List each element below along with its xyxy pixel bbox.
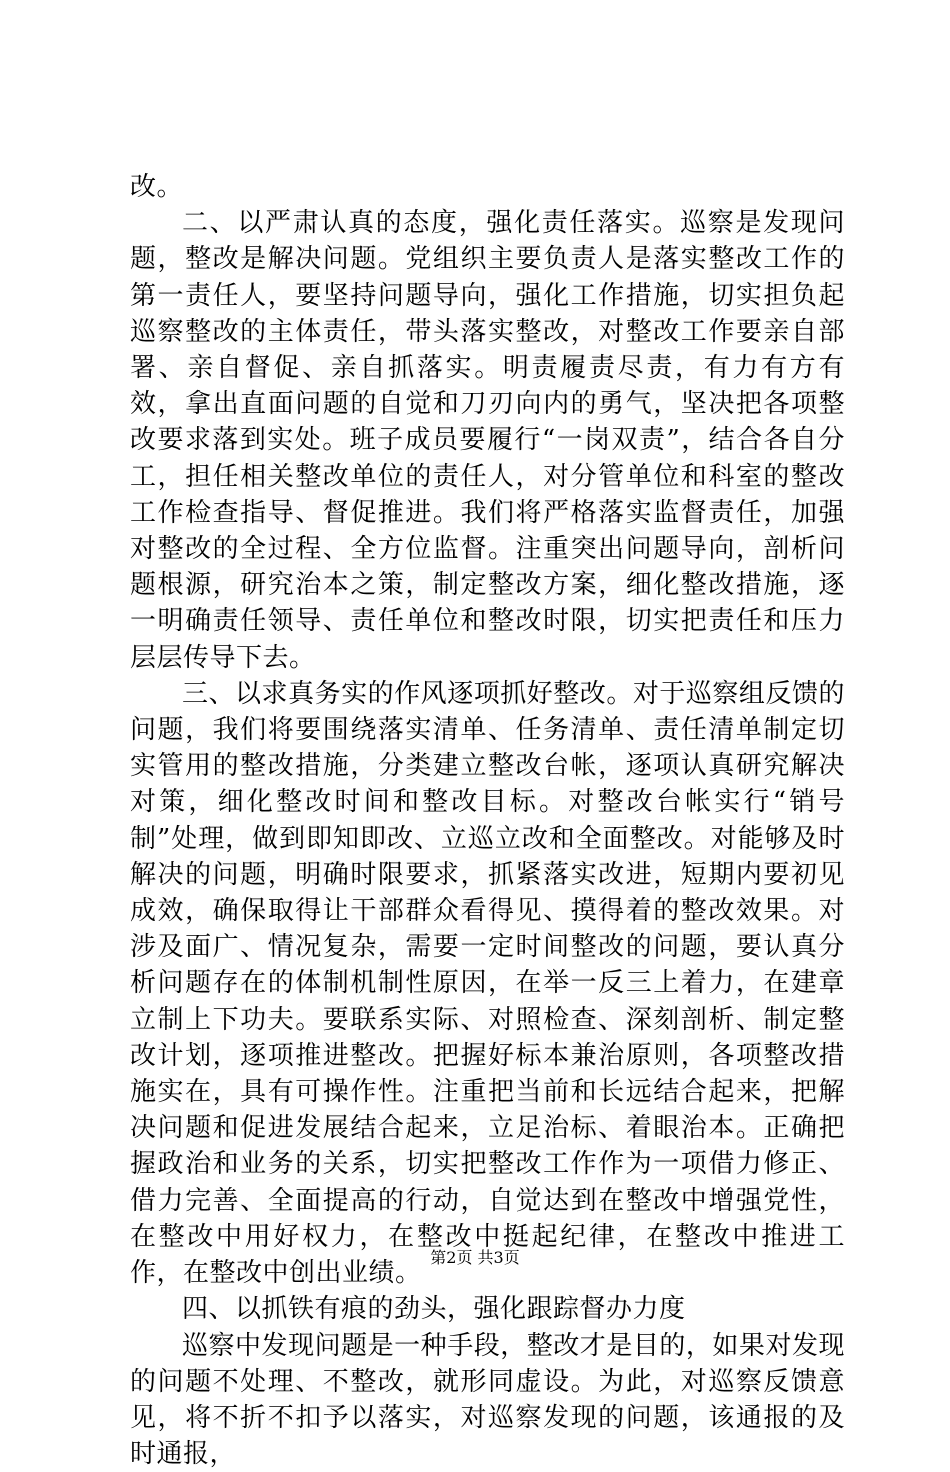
document-body xyxy=(130,169,845,1472)
paragraph-section-three: 三、以求真务实的作风逐项抓好整改。对于巡察组反馈的问题，我们将要围绕落实清单、任务清单、责任清单制定切实管用的整改措施，分类建立整改台帐，逐项认真研究解决对策，细化整改时间和整改目标。对整改台帐实行“销号制”处理，做到即知即改、立巡立改和全面整改。对能够及时解决的问题，明确时限要求，抓紧落实改进，短期内要初见成效，确保取得让干部群众看得见、摸得着的整改效果。对涉及面广、情况复杂，需要一定时间整改的问题，要认真分析问题存在的体制机制性原因，在举一反三上着力，在建章立制上下功夫。要联系实际、对照检查、深刻剖析、制定整改计划，逐项推进整改。把握好标本兼治原则，各项整改措施实在，具有可操作性。注重把当前和长远结合起来，把解决问题和促进发展结合起来，立足治标、着眼治本。正确把握政治和业务的关系，切实把整改工作作为一项借力修正、借力完善、全面提高的行动，自觉达到在整改中增强党性，在整改中用好权力，在整改中挺起纪律，在整改中推进工作，在整改中创出业绩。 xyxy=(130,676,845,1291)
paragraph-section-four-body: 巡察中发现问题是一种手段，整改才是目的，如果对发现的问题不处理、不整改，就形同虚设。为此，对巡察反馈意见，将不折不扣予以落实，对巡察发现的问题，该通报的及时通报， xyxy=(130,1328,845,1472)
paragraph-section-two: 二、以严肃认真的态度，强化责任落实。巡察是发现问题，整改是解决问题。党组织主要负责人是落实整改工作的第一责任人，要坚持问题导向，强化工作措施，切实担负起巡察整改的主体责任，带头落实整改，对整改工作要亲自部署、亲自督促、亲自抓落实。明责履责尽责，有力有方有效，拿出直面问题的自觉和刀刃向内的勇气，坚决把各项整改要求落到实处。班子成员要履行“一岗双责”，结合各自分工，担任相关整改单位的责任人，对分管单位和科室的整改工作检查指导、督促推进。我们将严格落实监督责任，加强对整改的全过程、全方位监督。注重突出问题导向，剖析问题根源，研究治本之策，制定整改方案，细化整改措施，逐一明确责任领导、责任单位和整改时限，切实把责任和压力层层传导下去。 xyxy=(130,205,845,676)
page-number-footer: 第2页 共3页 xyxy=(0,1245,950,1268)
paragraph-continuation: 改。 xyxy=(130,169,845,205)
heading-section-four: 四、以抓铁有痕的劲头，强化跟踪督办力度 xyxy=(130,1291,845,1327)
